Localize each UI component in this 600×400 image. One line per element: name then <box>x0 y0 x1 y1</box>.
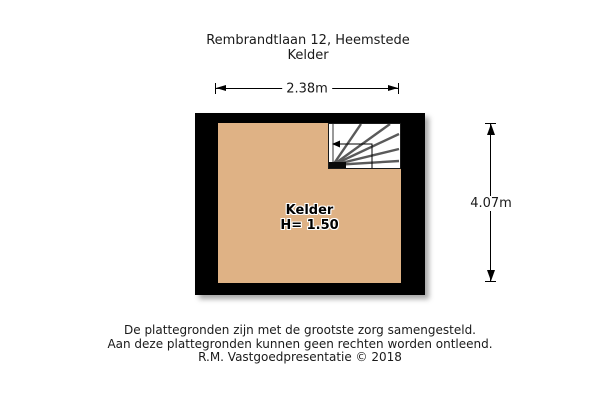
room-label <box>218 203 401 233</box>
room-kelder <box>218 123 401 283</box>
stair-base-step <box>329 162 346 168</box>
staircase-icon <box>329 124 400 168</box>
room-ceiling-height: H= 1.50 <box>280 218 339 233</box>
arrow-left-icon <box>216 85 226 91</box>
staircase <box>328 123 401 169</box>
dimension-width-tick-right <box>398 83 399 94</box>
dimension-width-label: 2.38m <box>282 82 332 97</box>
arrow-right-icon <box>388 85 398 91</box>
disclaimer-line-2: Aan deze plattegronden kunnen geen rechten worden ontleend. <box>107 336 493 351</box>
page-title <box>8 33 600 63</box>
dimension-height-tick-bottom <box>485 281 496 282</box>
disclaimer-line-3: R.M. Vastgoedpresentatie © 2018 <box>198 350 402 364</box>
room-name: Kelder <box>285 203 334 218</box>
dimension-height <box>468 119 514 286</box>
arrow-up-icon <box>487 124 495 135</box>
dimension-width <box>215 80 399 98</box>
page-title-address: Rembrandtlaan 12, Heemstede <box>206 33 410 48</box>
page-title-floor: Kelder <box>287 48 329 63</box>
disclaimer <box>0 324 600 365</box>
arrow-down-icon <box>487 270 495 281</box>
disclaimer-line-1: De plattegronden zijn met de grootste zorg samengesteld. <box>124 323 476 337</box>
floorplan-walls <box>195 113 425 295</box>
dimension-height-label: 4.07m <box>470 196 512 211</box>
